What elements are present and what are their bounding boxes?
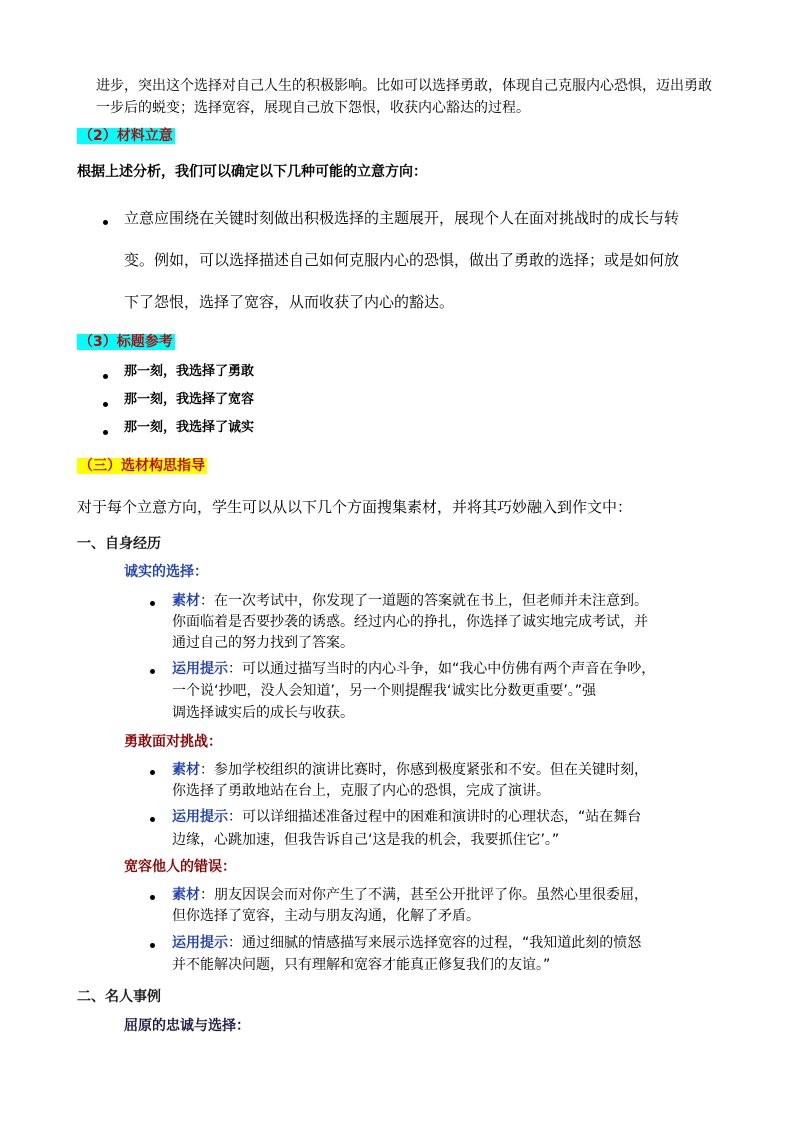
- material-idea-bullet-line-1: 立意应围绕在关键时刻做出积极选择的主题展开，展现个人在面对挑战时的成长与转: [124, 209, 680, 227]
- bullet-dot: [103, 402, 108, 407]
- bullet-dot: [150, 817, 155, 822]
- material-idea-bullet-line-2: 变。例如，可以选择描述自己如何克服内心的恐惧，做出了勇敢的选择；或是如何放: [124, 251, 680, 269]
- courage-tip-line-1: 运用提示：可以详细描述准备过程中的困难和演讲时的心理状态，“站在舞台: [172, 809, 642, 825]
- tolerance-tip-line-2: 并不能解决问题，只有理解和宽容才能真正修复我们的友谊。”: [172, 957, 551, 973]
- courage-title: 勇敢面对挑战：: [124, 734, 222, 750]
- title-item-3: 那一刻，我选择了诚实: [124, 420, 255, 435]
- bullet-dot: [150, 669, 155, 674]
- tolerance-tip-line-1: 运用提示：通过细腻的情感描写来展示选择宽容的过程，“我知道此刻的愤怒: [172, 935, 642, 951]
- intro-line-2: 一步后的蜕变；选择宽容，展现自己放下怨恨，收获内心豁达的过程。: [96, 100, 530, 116]
- honesty-material-line-2: 你面临着是否要抄袭的诱惑。经过内心的挣扎，你选择了诚实地完成考试，并: [172, 614, 648, 630]
- guide-heading: （三）选材构思指导: [79, 458, 205, 474]
- titles-heading: （3）标题参考: [79, 334, 173, 350]
- honesty-material-line-3: 通过自己的努力找到了答案。: [172, 635, 354, 651]
- honesty-tip-line-3: 调选择诚实后的成长与收获。: [172, 705, 354, 721]
- bullet-dot: [103, 220, 108, 225]
- tolerance-material-line-1: 素材：朋友因误会而对你产生了不满，甚至公开批评了你。虽然心里很委屈，: [172, 887, 648, 903]
- material-idea-bullet-line-3: 下了怨恨，选择了宽容，从而收获了内心的豁达。: [124, 293, 455, 311]
- material-idea-heading: （2）材料立意: [79, 128, 173, 144]
- section2-sub: 屈原的忠诚与选择：: [124, 1018, 250, 1034]
- honesty-title: 诚实的选择：: [124, 564, 208, 580]
- section1-heading: 一、自身经历: [77, 536, 161, 552]
- honesty-tip-line-1: 运用提示：可以通过描写当时的内心斗争，如“我心中仿佛有两个声音在争吵，: [172, 661, 656, 677]
- courage-tip-line-2: 边缘，心跳加速，但我告诉自己‘这是我的机会，我要抓住它’。”: [172, 832, 560, 848]
- courage-material-line-1: 素材：参加学校组织的演讲比赛时，你感到极度紧张和不安。但在关键时刻，: [172, 762, 648, 778]
- title-item-2: 那一刻，我选择了宽容: [124, 392, 255, 407]
- bullet-dot: [150, 895, 155, 900]
- title-item-1: 那一刻，我选择了勇敢: [124, 364, 255, 379]
- guide-lead: 对于每个立意方向，学生可以从以下几个方面搜集素材，并将其巧妙融入到作文中：: [77, 498, 633, 516]
- bullet-dot: [150, 770, 155, 775]
- bullet-dot: [150, 943, 155, 948]
- tolerance-title: 宽容他人的错误：: [124, 859, 236, 875]
- honesty-material-line-1: 素材：在一次考试中，你发现了一道题的答案就在书上，但老师并未注意到。: [172, 593, 648, 609]
- section2-heading: 二、名人事例: [77, 989, 161, 1005]
- bullet-dot: [150, 601, 155, 606]
- intro-line-1: 进步，突出这个选择对自己人生的积极影响。比如可以选择勇敢，体现自己克服内心恐惧，迈出勇敢: [96, 78, 712, 94]
- courage-material-line-2: 你选择了勇敢地站在台上，克服了内心的恐惧，完成了演讲。: [172, 783, 550, 799]
- material-idea-lead: 根据上述分析，我们可以确定以下几种可能的立意方向：: [77, 164, 427, 180]
- honesty-tip-line-2: 一个说‘抄吧，没人会知道’，另一个则提醒我‘诚实比分数更重要’。”强: [172, 683, 597, 699]
- tolerance-material-line-2: 但你选择了宽容，主动与朋友沟通，化解了矛盾。: [172, 908, 480, 924]
- bullet-dot: [103, 430, 108, 435]
- bullet-dot: [103, 374, 108, 379]
